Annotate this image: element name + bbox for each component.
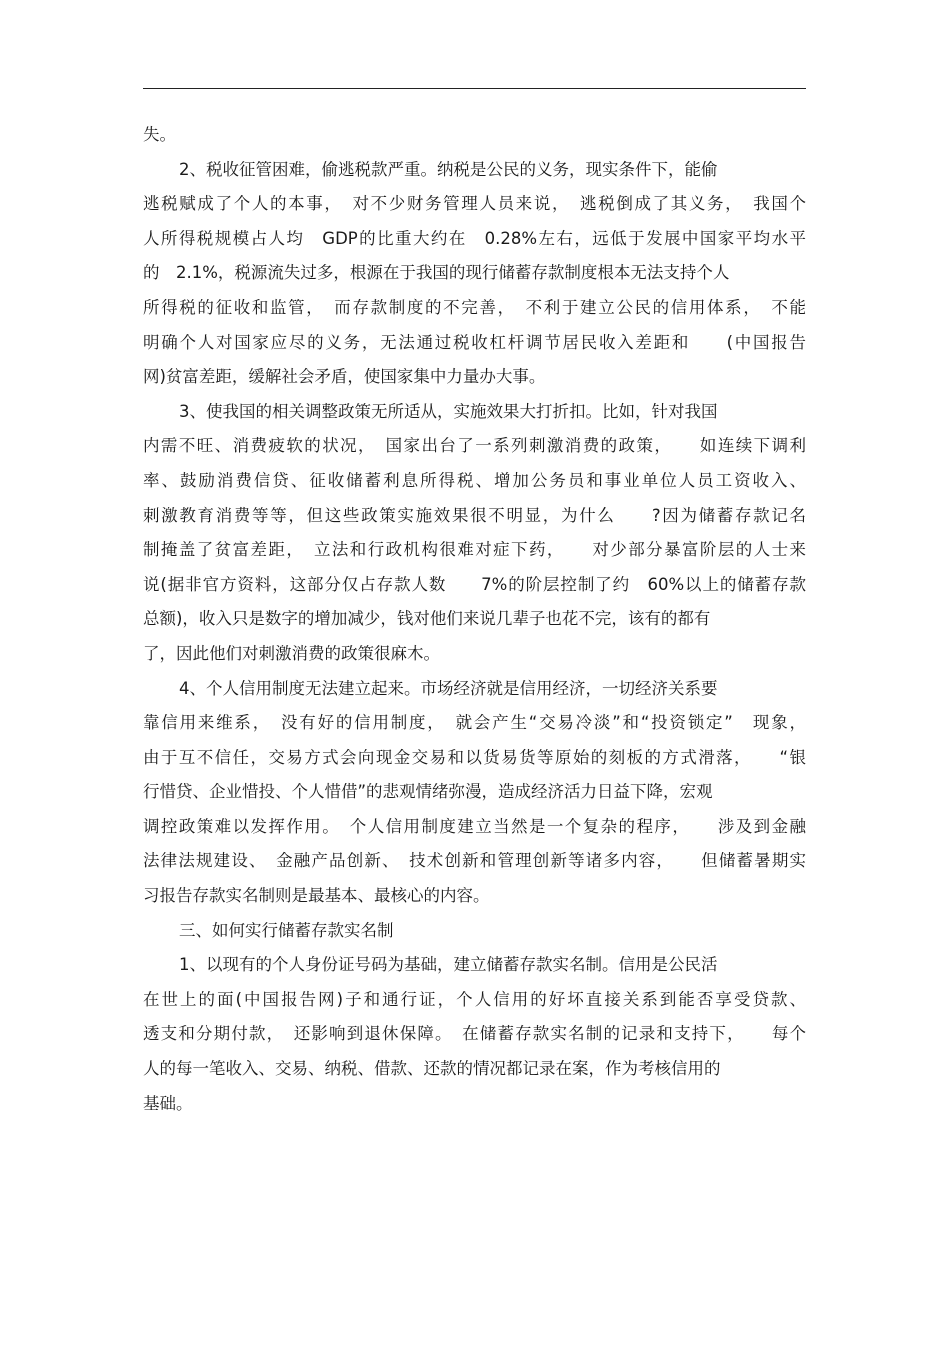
text-line: 总额)，收入只是数字的增加减少，钱对他们来说几辈子也花不完，该有的都有	[143, 609, 711, 629]
text-line: 法律法规建设、 金融产品创新、 技术创新和管理创新等诸多内容， 但储蓄暑期实	[143, 851, 806, 871]
text-line: 网)贫富差距，缓解社会矛盾，使国家集中力量办大事。	[143, 367, 546, 387]
text-line: 制掩盖了贫富差距， 立法和行政机构很难对症下药， 对少部分暴富阶层的人士来	[143, 540, 806, 560]
text-line: 习报告存款实名制则是最基本、最核心的内容。	[143, 886, 490, 906]
text-line: 的 2.1%，税源流失过多，根源在于我国的现行储蓄存款制度根本无法支持个人	[143, 263, 730, 283]
text-line: 逃税赋成了个人的本事， 对不少财务管理人员来说， 逃税倒成了其义务， 我国个	[143, 194, 806, 214]
text-line: 所得税的征收和监管， 而存款制度的不完善， 不利于建立公民的信用体系， 不能	[143, 297, 806, 317]
header-rule	[143, 88, 806, 89]
text-line: 内需不旺、消费疲软的状况， 国家出台了一系列刺激消费的政策， 如连续下调利	[143, 436, 806, 456]
text-line: 三、如何实行储蓄存款实名制	[179, 920, 394, 940]
text-line: 失。	[143, 125, 176, 144]
text-line: 由于互不信任，交易方式会向现金交易和以货易货等原始的刻板的方式滑落， “银	[143, 747, 806, 767]
text-line: 人所得税规模占人均 GDP的比重大约在 0.28%左右，远低于发展中国家平均水平	[143, 228, 806, 248]
text-line: 3、使我国的相关调整政策无所适从，实施效果大打折扣。比如，针对我国	[179, 401, 718, 421]
body-text	[143, 118, 806, 1121]
text-line: 人的每一笔收入、交易、纳税、借款、还款的情况都记录在案，作为考核信用的	[143, 1059, 721, 1079]
text-line: 行惜贷、企业惜投、个人惜借”的悲观情绪弥漫，造成经济活力日益下降，宏观	[143, 782, 713, 802]
text-line: 4、个人信用制度无法建立起来。市场经济就是信用经济，一切经济关系要	[179, 678, 718, 698]
text-line: 1、以现有的个人身份证号码为基础，建立储蓄存款实名制。信用是公民活	[179, 955, 718, 975]
text-line: 调控政策难以发挥作用。 个人信用制度建立当然是一个复杂的程序， 涉及到金融	[143, 816, 806, 836]
text-line: 在世上的面(中国报告网)子和通行证，个人信用的好坏直接关系到能否享受贷款、	[143, 989, 806, 1009]
text-line: 刺激教育消费等等，但这些政策实施效果很不明显，为什么 ?因为储蓄存款记名	[143, 505, 806, 525]
text-line: 明确个人对国家应尽的义务，无法通过税收杠杆调节居民收入差距和 (中国报告	[143, 332, 806, 352]
text-line: 基础。	[143, 1093, 193, 1113]
text-line: 了，因此他们对刺激消费的政策很麻木。	[143, 643, 440, 663]
text-line: 率、鼓励消费信贷、征收储蓄利息所得税、增加公务员和事业单位人员工资收入、	[143, 470, 806, 490]
text-line: 透支和分期付款， 还影响到退休保障。 在储蓄存款实名制的记录和支持下， 每个	[143, 1024, 806, 1044]
text-line: 说(据非官方资料，这部分仅占存款人数 7%的阶层控制了约 60%以上的储蓄存款	[143, 574, 806, 594]
text-line: 2、税收征管困难，偷逃税款严重。纳税是公民的义务，现实条件下，能偷	[179, 159, 718, 179]
text-line: 靠信用来维系， 没有好的信用制度， 就会产生“交易冷淡”和“投资锁定” 现象，	[143, 713, 806, 733]
